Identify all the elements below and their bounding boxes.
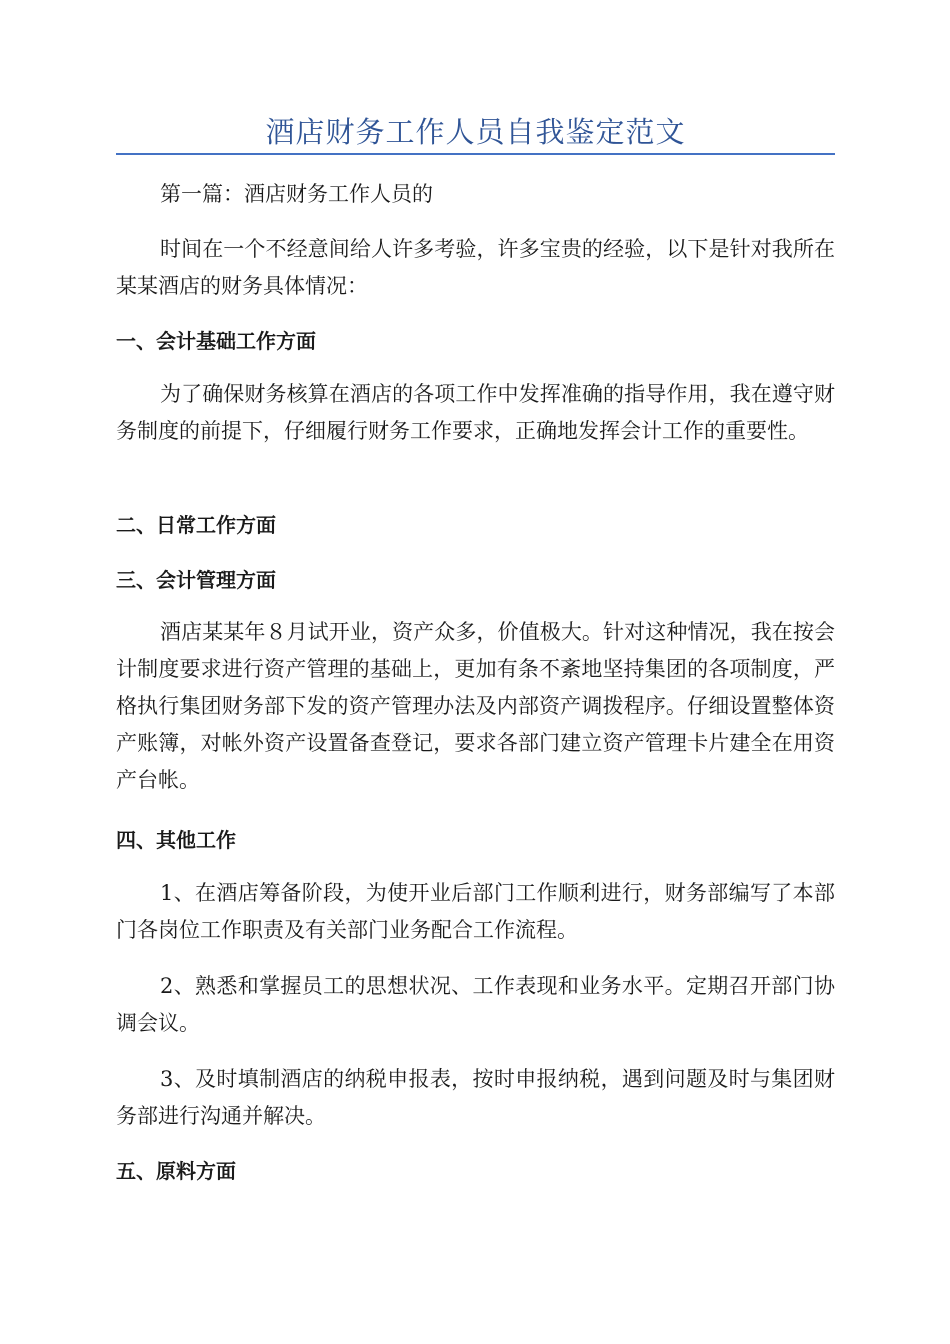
document-title: 酒店财务工作人员自我鉴定范文 — [265, 115, 686, 149]
section-heading-5: 五、原料方面 — [116, 1159, 236, 1183]
section-heading-1: 一、会计基础工作方面 — [116, 329, 316, 353]
section-3-paragraph: 酒店某某年８月试开业，资产众多，价值极大。针对这种情况，我在按会计制度要求进行资产管理的基础上，更加有条不紊地坚持集团的各项制度，严格执行集团财务部下发的资产管理办法及内部资产调拨程序。仔细设置整体资产账簿，对帐外资产设置备查登记，要求各部门建立资产管理卡片建全在用资产台帐。 — [116, 620, 835, 792]
intro-paragraph: 时间在一个不经意间给人许多考验，许多宝贵的经验，以下是针对我所在某某酒店的财务具体情况： — [116, 237, 835, 298]
section-4-item-3: 3、及时填制酒店的纳税申报表，按时申报纳税，遇到问题及时与集团财务部进行沟通并解决。 — [116, 1067, 835, 1128]
section-heading-3: 三、会计管理方面 — [116, 568, 276, 592]
section-1-paragraph: 为了确保财务核算在酒店的各项工作中发挥准确的指导作用，我在遵守财务制度的前提下，仔细履行财务工作要求，正确地发挥会计工作的重要性。 — [116, 382, 835, 443]
chapter-subtitle: 第一篇：酒店财务工作人员的 — [160, 182, 433, 206]
section-heading-2: 二、日常工作方面 — [116, 513, 276, 537]
section-heading-4: 四、其他工作 — [116, 828, 236, 852]
section-4-item-1: 1、在酒店筹备阶段，为使开业后部门工作顺利进行，财务部编写了本部门各岗位工作职责及有关部门业务配合工作流程。 — [116, 881, 835, 942]
section-4-item-2: 2、熟悉和掌握员工的思想状况、工作表现和业务水平。定期召开部门协调会议。 — [116, 974, 835, 1035]
title-underline — [116, 153, 835, 155]
